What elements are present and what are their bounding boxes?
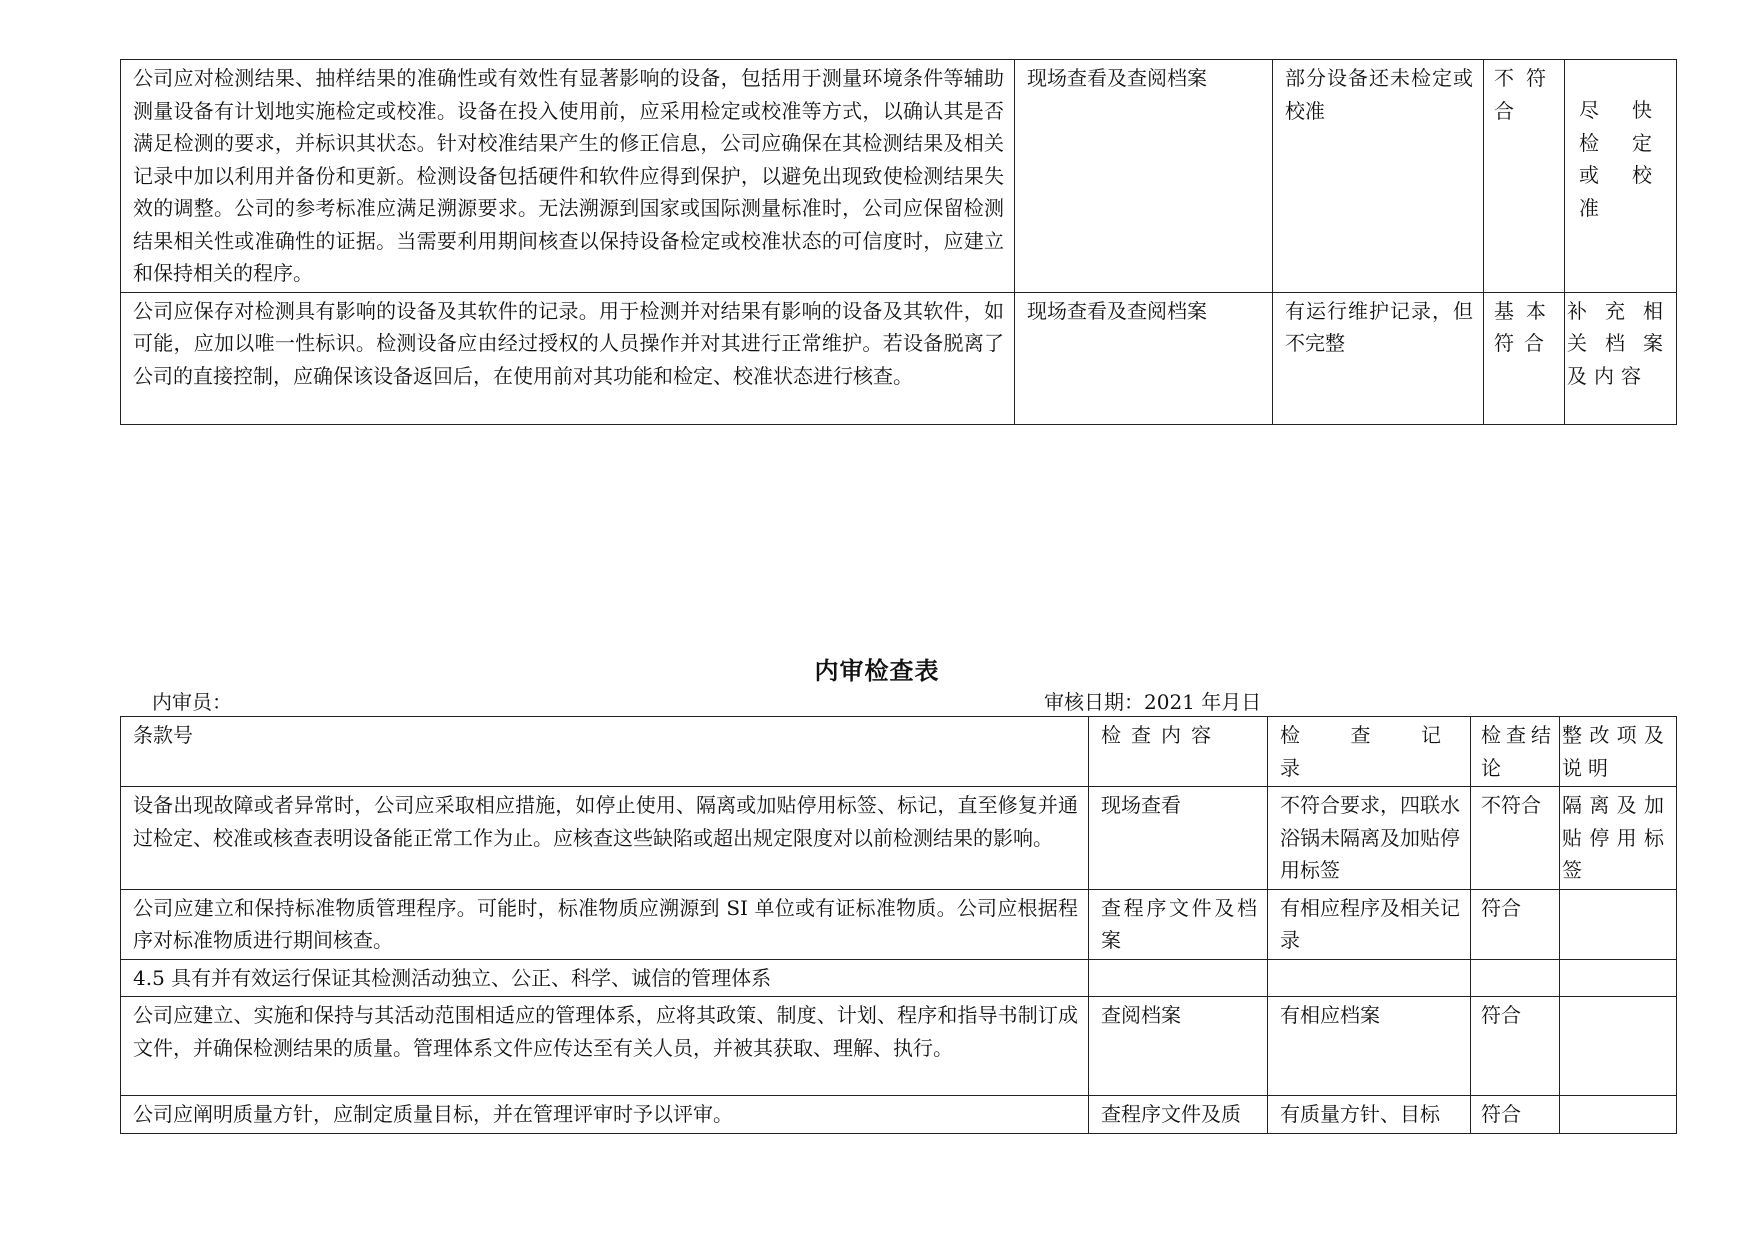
conclusion-cell: 符合 <box>1471 1096 1560 1134</box>
clause-cell: 设备出现故障或者异常时，公司应采取相应措施，如停止使用、隔离或加贴停用标签、标记，直至修复并通过检定、校准或核查表明设备能正常工作为止。应核查这些缺陷或超出规定限度对以前检测结果的影响。 <box>121 787 1089 890</box>
remark-cell <box>1560 889 1677 959</box>
remark-text: 尽快检定或校准 <box>1579 98 1664 220</box>
method-cell: 查程序文件及质 <box>1089 1096 1268 1134</box>
header-record: 检 查 记 录 <box>1268 717 1471 787</box>
method-cell: 现场查看 <box>1089 787 1268 890</box>
table-row <box>121 959 1677 997</box>
conclusion-cell <box>1471 959 1560 997</box>
header-clause: 条款号 <box>121 717 1089 787</box>
record-cell <box>1268 959 1471 997</box>
record-cell: 有相应档案 <box>1268 997 1471 1096</box>
clause-cell: 公司应保存对检测具有影响的设备及其软件的记录。用于检测并对结果有影响的设备及其软件，如可能，应加以唯一性标识。检测设备应由经过授权的人员操作并对其进行正常维护。若设备脱离了公司的直接控制，应确保该设备返回后，在使用前对其功能和检定、校准状态进行核查。 <box>121 292 1015 424</box>
remark-cell <box>1560 997 1677 1096</box>
table-row <box>121 787 1677 890</box>
remark-cell: 补充相关档案及内容 <box>1565 292 1677 424</box>
auditor-label: 内审员： <box>152 690 232 714</box>
table-row <box>121 889 1677 959</box>
conclusion-cell: 符合 <box>1471 997 1560 1096</box>
table-row <box>121 997 1677 1096</box>
record-cell: 部分设备还未检定或校准 <box>1273 60 1484 293</box>
header-remark: 整改项及说明 <box>1560 717 1677 787</box>
clause-cell: 公司应建立、实施和保持与其活动范围相适应的管理体系，应将其政策、制度、计划、程序和指导书制订成文件，并确保检测结果的质量。管理体系文件应传达至有关人员，并被其获取、理解、执行。 <box>121 997 1089 1096</box>
header-method: 检查内容 <box>1089 717 1268 787</box>
conclusion-cell: 基本符合 <box>1484 292 1565 424</box>
method-cell: 现场查看及查阅档案 <box>1015 60 1273 293</box>
record-cell: 有相应程序及相关记录 <box>1268 889 1471 959</box>
audit-checklist-table <box>120 716 1677 1134</box>
clause-cell: 4.5 具有并有效运行保证其检测活动独立、公正、科学、诚信的管理体系 <box>121 959 1089 997</box>
table-row <box>121 60 1677 293</box>
clause-cell: 公司应对检测结果、抽样结果的准确性或有效性有显著影响的设备，包括用于测量环境条件等辅助测量设备有计划地实施检定或校准。设备在投入使用前，应采用检定或校准等方式，以确认其是否满足检测的要求，并标识其状态。针对校准结果产生的修正信息，公司应确保在其检测结果及相关记录中加以利用并备份和更新。检测设备包括硬件和软件应得到保护，以避免出现致使检测结果失效的调整。公司的参考标准应满足溯源要求。无法溯源到国家或国际测量标准时，公司应保留检测结果相关性或准确性的证据。当需要利用期间核查以保持设备检定或校准状态的可信度时，应建立和保持相关的程序。 <box>121 60 1015 293</box>
remark-cell <box>1560 959 1677 997</box>
clause-cell: 公司应阐明质量方针，应制定质量目标，并在管理评审时予以评审。 <box>121 1096 1089 1134</box>
conclusion-cell: 不符合 <box>1484 60 1565 293</box>
method-cell: 现场查看及查阅档案 <box>1015 292 1273 424</box>
remark-cell <box>1560 1096 1677 1134</box>
clause-cell: 公司应建立和保持标准物质管理程序。可能时，标准物质应溯源到 SI 单位或有证标准物质。公司应根据程序对标准物质进行期间核查。 <box>121 889 1089 959</box>
remark-cell: 隔离及加贴停用标签 <box>1560 787 1677 890</box>
record-cell: 有运行维护记录，但不完整 <box>1273 292 1484 424</box>
audit-date: 审核日期：2021 年月日 <box>1044 690 1262 714</box>
conclusion-cell: 符合 <box>1471 889 1560 959</box>
method-cell: 查程序文件及档案 <box>1089 889 1268 959</box>
table-row <box>121 1096 1677 1134</box>
header-conclusion: 检查结论 <box>1471 717 1560 787</box>
remark-cell <box>1565 60 1677 293</box>
audit-table-continuation <box>120 59 1677 425</box>
method-cell <box>1089 959 1268 997</box>
record-cell: 不符合要求，四联水浴锅未隔离及加贴停用标签 <box>1268 787 1471 890</box>
conclusion-cell: 不符合 <box>1471 787 1560 890</box>
table-row <box>121 292 1677 424</box>
method-cell: 查阅档案 <box>1089 997 1268 1096</box>
table-header-row <box>121 717 1677 787</box>
record-cell: 有质量方针、目标 <box>1268 1096 1471 1134</box>
checklist-title: 内审检查表 <box>814 656 940 685</box>
